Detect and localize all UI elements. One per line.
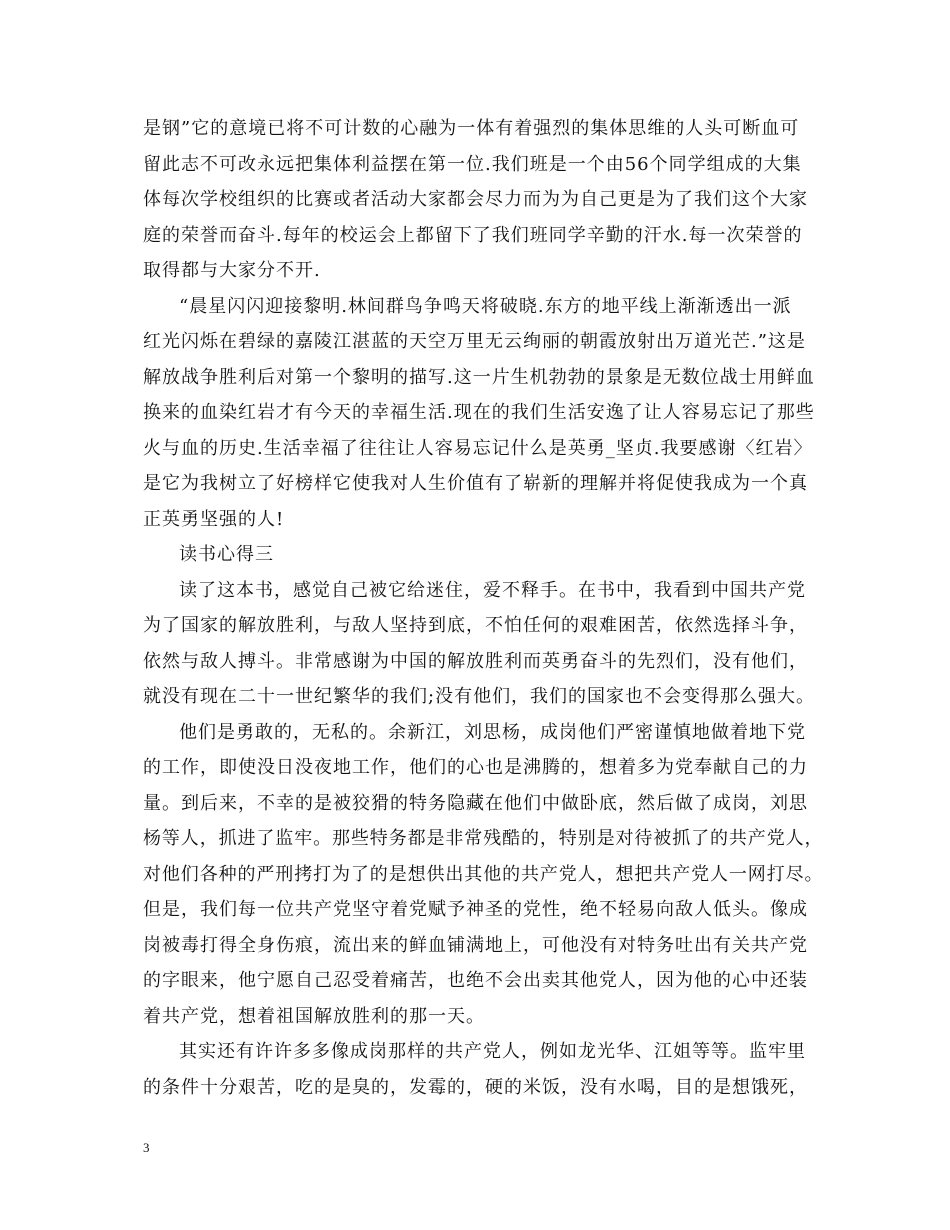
text-line: 的工作，即使没日没夜地工作，他们的心也是沸腾的，想着多为党奉献自己的力	[143, 757, 808, 778]
text-line: 但是，我们每一位共产党坚守着党赋予神圣的党性，绝不轻易向敌人低头。像成	[143, 899, 808, 920]
text-line: 解放战争胜利后对第一个黎明的描写.这一片生机勃勃的景象是无数位战士用鲜血	[143, 366, 815, 388]
text-line: 是钢”它的意境已将不可计数的心融为一体有着强烈的集体思维的人头可断血可	[143, 118, 800, 139]
text-line: 就没有现在二十一世纪繁华的我们;没有他们，我们的国家也不会变得那么强大。	[143, 686, 816, 707]
text-line: 庭的荣誉而奋斗.每年的校运会上都留下了我们班同学辛勤的汗水.每一次荣誉的	[143, 224, 803, 246]
document-body	[143, 111, 823, 1105]
text-line: 着共产党，想着祖国解放胜利的那一天。	[143, 1005, 485, 1027]
text-line: 岗被毒打得全身伤痕，流出来的鲜血铺满地上，可他没有对特务吐出有关共产党	[143, 934, 808, 956]
text-line: 对他们各种的严刑拷打为了的是想供出其他的共产党人，想把共产党人一网打尽。	[143, 863, 824, 885]
text-line: 是它为我树立了好榜样它使我对人生价值有了崭新的理解并将促使我成为一个真	[143, 473, 808, 494]
text-line: 体每次学校组织的比赛或者活动大家都会尽力而为为自己更是为了我们这个大家	[143, 189, 808, 210]
text-line: 的字眼来，他宁愿自己忍受着痛苦，也绝不会出卖其他党人，因为他的心中还装	[143, 970, 808, 991]
text-line: 为了国家的解放胜利，与敌人坚持到底，不怕任何的艰难困苦，依然选择斗争，	[143, 615, 808, 636]
paragraph-first-line: 读了这本书，感觉自己被它给迷住，爱不释手。在书中，我看到中国共产党	[179, 579, 806, 601]
text-line: 火与血的历史.生活幸福了往往让人容易忘记什么是英勇_坚贞.我要感谢〈红岩〉	[143, 437, 813, 459]
text-line: 红光闪烁在碧绿的嘉陵江湛蓝的天空万里无云绚丽的朝霞放射出万道光芒.”这是	[143, 331, 806, 352]
text-line: 依然与敌人搏斗。非常感谢为中国的解放胜利而英勇奋斗的先烈们，没有他们，	[143, 650, 808, 672]
paragraph-first-line: 他们是勇敢的，无私的。余新江，刘思杨，成岗他们严密谨慎地做着地下党	[179, 721, 806, 743]
text-line: 量。到后来，不幸的是被狡猾的特务隐藏在他们中做卧底，然后做了成岗，刘思	[143, 792, 808, 814]
paragraph-first-line: “晨星闪闪迎接黎明.林间群鸟争鸣天将破晓.东方的地平线上渐渐透出一派	[179, 295, 792, 317]
page-number: 3	[143, 1140, 150, 1155]
text-line: 留此志不可改永远把集体利益摆在第一位.我们班是一个由56个同学组成的大集	[143, 153, 802, 175]
text-line: 的条件十分艰苦，吃的是臭的，发霉的，硬的米饭，没有水喝，目的是想饿死，	[143, 1076, 808, 1098]
text-line: 换来的血染红岩才有今天的幸福生活.现在的我们生活安逸了让人容易忘记了那些	[143, 402, 815, 423]
text-line: 杨等人，抓进了监牢。那些特务都是非常残酷的，特别是对待被抓了的共产党人，	[143, 828, 824, 849]
text-line: 正英勇坚强的人!	[143, 508, 285, 530]
paragraph-first-line: 读书心得三	[179, 544, 274, 565]
paragraph-first-line: 其实还有许许多多像成岗那样的共产党人，例如龙光华、江姐等等。监牢里	[179, 1041, 806, 1062]
text-line: 取得都与大家分不开.	[143, 260, 321, 281]
